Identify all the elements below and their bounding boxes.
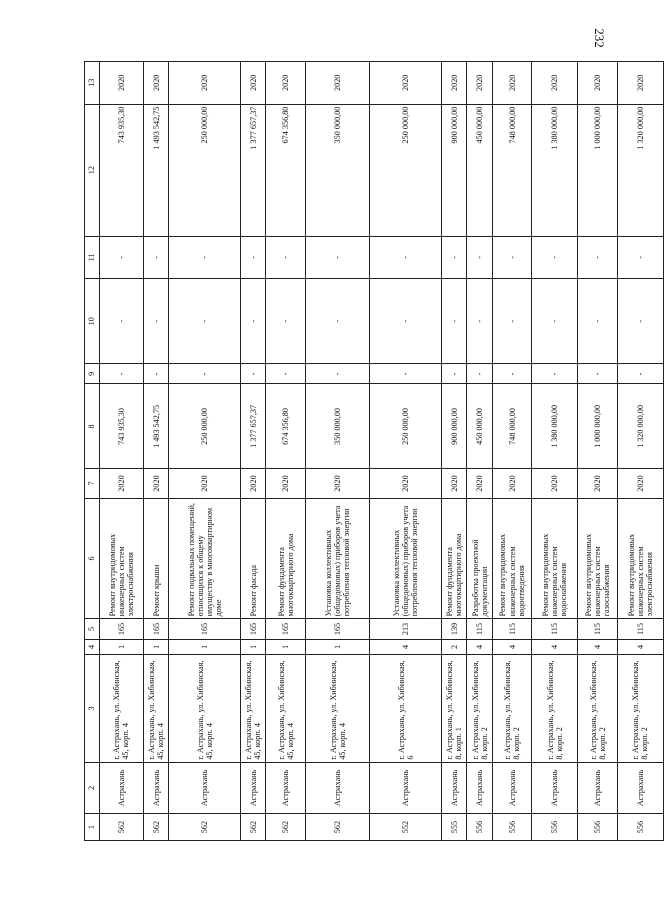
column-header: 8 (85, 384, 100, 469)
table-cell: 900 000,00 (442, 384, 467, 469)
table-cell: 450 000,00 (467, 104, 492, 236)
column-header: 4 (85, 639, 100, 655)
table-cell: 165 (100, 619, 144, 639)
table-cell: Ремонт фундамента многоквартирного дома (266, 498, 305, 619)
table-cell: 674 356,80 (266, 104, 305, 236)
table-row (266, 62, 305, 841)
table-cell: 556 (578, 814, 617, 841)
table-cell: 1 000 000,00 (578, 104, 617, 236)
table-cell: Астрахань (266, 762, 305, 813)
table-cell: г. Астрахань, ул. Хибинская, 6 (370, 655, 442, 762)
table-cell: 556 (617, 814, 663, 841)
table-cell: 1 (100, 639, 144, 655)
table-cell: Астрахань (532, 762, 578, 813)
table-cell: 4 (492, 639, 531, 655)
table-cell: 2020 (305, 62, 370, 105)
table-cell: 165 (305, 619, 370, 639)
table-cell: 213 (370, 619, 442, 639)
table-cell: 2020 (492, 469, 531, 498)
table-cell: - (467, 236, 492, 279)
table-cell: Астрахань (578, 762, 617, 813)
table-cell: 556 (492, 814, 531, 841)
table-cell: 562 (305, 814, 370, 841)
table-cell: Разработка проектной документации (467, 498, 492, 619)
table-row (240, 62, 265, 841)
table-cell: 2020 (532, 469, 578, 498)
table-cell: 2020 (532, 62, 578, 105)
table-row (492, 62, 531, 841)
table-cell: 450 000,00 (467, 384, 492, 469)
table-cell: 4 (578, 639, 617, 655)
table-cell: 748 000,00 (492, 104, 531, 236)
table-cell: 2020 (240, 62, 265, 105)
table-cell: - (240, 236, 265, 279)
table-cell: 2020 (169, 62, 241, 105)
table-cell: 1 (266, 639, 305, 655)
table-cell: 165 (266, 619, 305, 639)
table-cell: 115 (578, 619, 617, 639)
column-header: 5 (85, 619, 100, 639)
table-cell: 1 (240, 639, 265, 655)
table-cell: Астрахань (169, 762, 241, 813)
table-cell: - (578, 279, 617, 364)
table-cell: 1 377 657,37 (240, 384, 265, 469)
page-number: 232 (591, 28, 607, 48)
table-cell: Ремонт внутридомовых инженерных систем газоснабжения (578, 498, 617, 619)
table-cell: Астрахань (143, 762, 168, 813)
table-cell: Ремонт внутридомовых инженерных систем электроснабжения (100, 498, 144, 619)
table-cell: 165 (143, 619, 168, 639)
table-cell: 2020 (442, 469, 467, 498)
table-cell: г. Астрахань, ул. Хибинская, 8, корп. 1 (442, 655, 467, 762)
table-cell: 743 935,30 (100, 384, 144, 469)
table-cell: 748 000,00 (492, 384, 531, 469)
table-row (532, 62, 578, 841)
table-cell: 562 (169, 814, 241, 841)
column-header: 7 (85, 469, 100, 498)
table-cell: 165 (169, 619, 241, 639)
table-cell: - (305, 364, 370, 384)
table-cell: 2020 (240, 469, 265, 498)
table-cell: - (240, 364, 265, 384)
rotated-table-container (84, 61, 664, 841)
table-cell: - (492, 279, 531, 364)
table-cell: 562 (266, 814, 305, 841)
table-cell: - (442, 364, 467, 384)
table-cell: Астрахань (467, 762, 492, 813)
table-cell: 4 (370, 639, 442, 655)
table-cell: 556 (532, 814, 578, 841)
table-cell: 1 (305, 639, 370, 655)
table-cell: Ремонт крыши (143, 498, 168, 619)
table-cell: 4 (467, 639, 492, 655)
table-cell: 2020 (266, 62, 305, 105)
table-cell: 1 320 000,00 (617, 104, 663, 236)
table-cell: 1 493 542,75 (143, 384, 168, 469)
column-header: 3 (85, 655, 100, 762)
table-cell: 139 (442, 619, 467, 639)
table-cell: - (492, 236, 531, 279)
table-cell: - (169, 236, 241, 279)
table-cell: - (617, 279, 663, 364)
table-cell: Ремонт фасада (240, 498, 265, 619)
table-cell: 115 (532, 619, 578, 639)
table-row (442, 62, 467, 841)
table-cell: - (305, 279, 370, 364)
table-cell: 552 (370, 814, 442, 841)
table-cell: - (370, 279, 442, 364)
table-cell: г. Астрахань, ул. Хибинская, 8, корп. 2 (578, 655, 617, 762)
table-cell: - (370, 236, 442, 279)
column-header: 10 (85, 279, 100, 364)
table-cell: 115 (492, 619, 531, 639)
table-cell: 2020 (467, 469, 492, 498)
table-cell: 250 000,00 (169, 384, 241, 469)
table-row (370, 62, 442, 841)
table-cell: 1 380 000,00 (532, 384, 578, 469)
table-cell: 115 (617, 619, 663, 639)
table-cell: 4 (617, 639, 663, 655)
column-header: 2 (85, 762, 100, 813)
table-cell: 1 000 000,00 (578, 384, 617, 469)
table-cell: г. Астрахань, ул. Хибинская, 45, корп. 4 (240, 655, 265, 762)
table-cell: - (240, 279, 265, 364)
table-cell: 562 (240, 814, 265, 841)
table-cell: Астрахань (370, 762, 442, 813)
table-cell: 562 (100, 814, 144, 841)
table-cell: - (532, 364, 578, 384)
table-cell: - (143, 236, 168, 279)
table-cell: - (492, 364, 531, 384)
table-row (143, 62, 168, 841)
table-cell: г. Астрахань, ул. Хибинская, 45, корп. 4 (169, 655, 241, 762)
table-cell: Установка коллективных (общедомовых) приборов учета потребления тепловой энергии (370, 498, 442, 619)
table-body (100, 62, 664, 841)
table-cell: 2 (442, 639, 467, 655)
table-cell: 250 000,00 (370, 104, 442, 236)
table-cell: г. Астрахань, ул. Хибинская, 45, корп. 4 (100, 655, 144, 762)
table-cell: 556 (467, 814, 492, 841)
table-cell: - (143, 364, 168, 384)
table-cell: г. Астрахань, ул. Хибинская, 8, корп. 2 (492, 655, 531, 762)
table-cell: - (617, 364, 663, 384)
table-cell: 674 356,80 (266, 384, 305, 469)
table-cell: 1 320 000,00 (617, 384, 663, 469)
table-row (617, 62, 663, 841)
table-cell: - (467, 279, 492, 364)
table-cell: 900 000,00 (442, 104, 467, 236)
table-cell: 2020 (100, 62, 144, 105)
table-cell: 2020 (305, 469, 370, 498)
table-row (578, 62, 617, 841)
capital-repair-table (84, 61, 664, 841)
table-cell: - (169, 364, 241, 384)
table-cell: 2020 (370, 62, 442, 105)
table-cell: - (266, 364, 305, 384)
header-row (85, 62, 100, 841)
table-cell: 1 (169, 639, 241, 655)
table-cell: - (266, 279, 305, 364)
table-row (169, 62, 241, 841)
table-cell: 350 000,00 (305, 104, 370, 236)
table-cell: Астрахань (240, 762, 265, 813)
column-header: 6 (85, 498, 100, 619)
table-cell: 165 (240, 619, 265, 639)
table-cell: 2020 (442, 62, 467, 105)
table-cell: 1 (143, 639, 168, 655)
table-cell: 2020 (617, 469, 663, 498)
table-cell: Ремонт внутридомовых инженерных систем водоотведения (492, 498, 531, 619)
table-cell: 2020 (100, 469, 144, 498)
table-cell: 2020 (492, 62, 531, 105)
table-cell: г. Астрахань, ул. Хибинская, 8, корп. 2 (617, 655, 663, 762)
table-cell: Ремонт внутридомовых инженерных систем водоснабжения (532, 498, 578, 619)
table-cell: 1 493 542,75 (143, 104, 168, 236)
table-cell: 2020 (617, 62, 663, 105)
table-cell: 743 935,30 (100, 104, 144, 236)
table-cell: Ремонт подвальных помещений, относящихся к общему имуществу в многоквартирном доме (169, 498, 241, 619)
table-cell: 2020 (143, 62, 168, 105)
table-cell: Астрахань (617, 762, 663, 813)
table-cell: - (100, 236, 144, 279)
table-cell: - (578, 364, 617, 384)
table-cell: - (617, 236, 663, 279)
table-cell: - (305, 236, 370, 279)
table-cell: г. Астрахань, ул. Хибинская, 45, корп. 4 (305, 655, 370, 762)
table-cell: - (578, 236, 617, 279)
column-header: 11 (85, 236, 100, 279)
table-cell: - (266, 236, 305, 279)
table-cell: 2020 (578, 62, 617, 105)
table-cell: Астрахань (442, 762, 467, 813)
table-cell: - (442, 236, 467, 279)
table-cell: Установка коллективных (общедомовых) приборов учета потребления тепловой энергии (305, 498, 370, 619)
table-cell: - (370, 364, 442, 384)
table-cell: 115 (467, 619, 492, 639)
table-cell: 1 380 000,00 (532, 104, 578, 236)
table-cell: - (532, 279, 578, 364)
table-cell: 2020 (578, 469, 617, 498)
column-header: 13 (85, 62, 100, 105)
table-cell: - (532, 236, 578, 279)
table-cell: г. Астрахань, ул. Хибинская, 45, корп. 4 (143, 655, 168, 762)
table-cell: Астрахань (100, 762, 144, 813)
table-cell: 250 000,00 (370, 384, 442, 469)
table-cell: 2020 (266, 469, 305, 498)
table-cell: 1 377 657,37 (240, 104, 265, 236)
table-cell: 2020 (169, 469, 241, 498)
table-cell: г. Астрахань, ул. Хибинская, 8, корп. 2 (532, 655, 578, 762)
table-cell: 562 (143, 814, 168, 841)
column-header: 9 (85, 364, 100, 384)
table-cell: 2020 (143, 469, 168, 498)
table-cell: - (100, 364, 144, 384)
column-header: 12 (85, 104, 100, 236)
table-cell: Ремонт внутридомовых инженерных систем электроснабжения (617, 498, 663, 619)
table-cell: 2020 (370, 469, 442, 498)
table-cell: - (100, 279, 144, 364)
table-cell: 4 (532, 639, 578, 655)
table-cell: г. Астрахань, ул. Хибинская, 45, корп. 4 (266, 655, 305, 762)
table-cell: 555 (442, 814, 467, 841)
table-cell: Ремонт фундамента многоквартирного дома (442, 498, 467, 619)
table-cell: 250 000,00 (169, 104, 241, 236)
table-row (467, 62, 492, 841)
table-cell: - (467, 364, 492, 384)
table-cell: - (143, 279, 168, 364)
table-cell: Астрахань (305, 762, 370, 813)
table-cell: - (169, 279, 241, 364)
table-row (100, 62, 144, 841)
table-cell: - (442, 279, 467, 364)
table-row (305, 62, 370, 841)
table-cell: 350 000,00 (305, 384, 370, 469)
column-header: 1 (85, 814, 100, 841)
table-cell: Астрахань (492, 762, 531, 813)
table-cell: г. Астрахань, ул. Хибинская, 8, корп. 2 (467, 655, 492, 762)
table-cell: 2020 (467, 62, 492, 105)
